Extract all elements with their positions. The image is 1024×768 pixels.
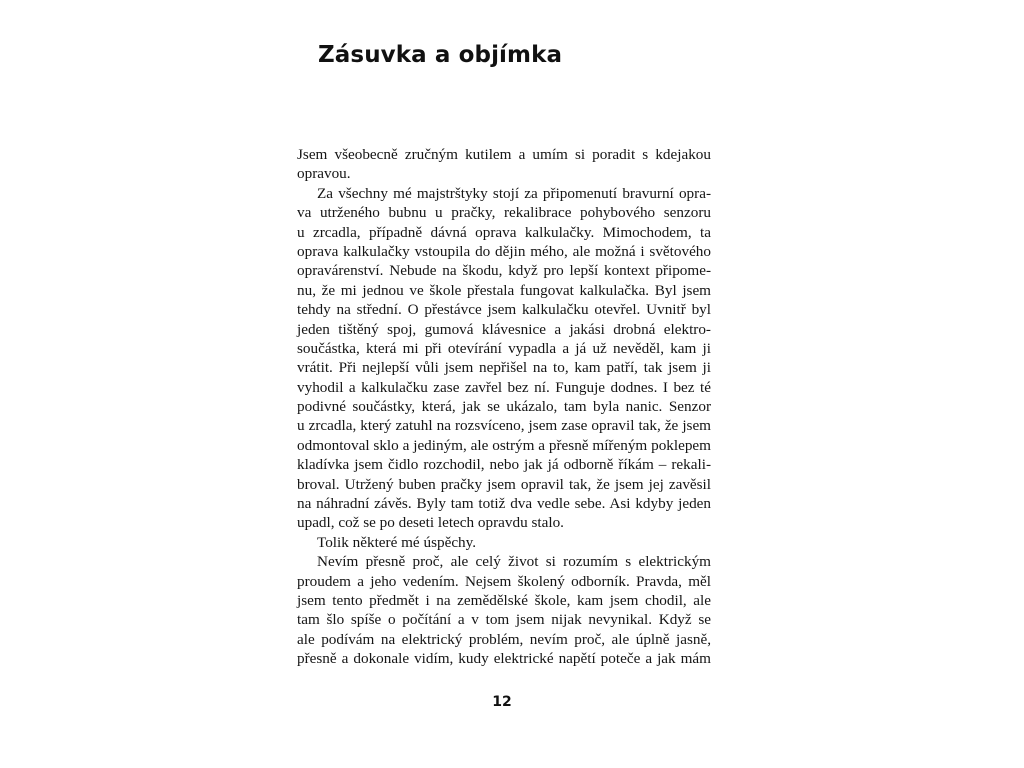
text-line: odmontoval sklo a jediným, ale ostrým a přesně mířeným poklepem	[297, 436, 711, 454]
text-line: podivné součástky, která, jak se ukázalo, tam byla nanic. Senzor	[297, 398, 711, 416]
page-number: 12	[492, 694, 512, 710]
text-line: nu, že mi jednou ve škole přestala fungovat kalkulačka. Byl jsem	[297, 281, 711, 299]
text-line: vrátit. Při nejlepší vůli jsem nepřišel na to, kam patří, tak jsem ji	[297, 359, 711, 377]
text-line: proudem a jeho vedením. Nejsem školený odborník. Pravda, měl	[297, 572, 711, 590]
text-line: u zrcadla, který zatuhl na rozsvíceno, jsem zase opravil tak, že jsem	[297, 417, 711, 435]
text-line: vyhodil a kalkulačku zase zavřel bez ní. Funguje dodnes. I bez té	[297, 378, 711, 396]
text-line: broval. Utržený buben pračky jsem opravil tak, že jsem jej zavěsil	[297, 475, 711, 493]
text-line: u zrcadla, případně dávná oprava kalkulačky. Mimochodem, ta	[297, 223, 711, 241]
chapter-title: Zásuvka a objímka	[318, 42, 563, 68]
text-line: ale podívám na elektrický problém, nevím proč, ale úplně jasně,	[297, 630, 711, 648]
text-line: jeden tištěný spoj, gumová klávesnice a jakási drobná elektro-	[297, 320, 711, 338]
text-line: opravou.	[297, 165, 351, 183]
text-line: tehdy na střední. O přestávce jsem kalkulačku otevřel. Uvnitř byl	[297, 301, 711, 319]
text-line: Jsem všeobecně zručným kutilem a umím si poradit s kdejakou	[297, 146, 711, 163]
text-line: Nevím přesně proč, ale celý život si rozumím s elektrickým	[317, 553, 711, 571]
body-text	[297, 145, 711, 669]
text-line: tam šlo spíše o počítání a v tom jsem nijak nevynikal. Když se	[297, 611, 711, 629]
text-line: přesně a dokonale vidím, kudy elektrické napětí poteče a jak mám	[297, 650, 711, 668]
text-line: opravárenství. Nebude na škodu, když pro lepší kontext připome-	[297, 262, 711, 280]
text-line: upadl, což se po deseti letech opravdu stalo.	[297, 514, 564, 532]
text-line: kladívka jsem čidlo rozchodil, nebo jak já odborně říkám – rekali-	[297, 456, 711, 474]
text-line: Za všechny mé majstrštyky stojí za připomenutí bravurní opra-	[317, 184, 711, 202]
text-line: oprava kalkulačky vstoupila do dějin mého, ale možná i světového	[297, 242, 711, 260]
text-line: Tolik některé mé úspěchy.	[317, 533, 477, 551]
text-line: součástka, která mi při otevírání vypadla a já už nevěděl, kam ji	[297, 339, 711, 357]
text-line: va utrženého bubnu u pračky, rekalibrace pohybového senzoru	[297, 204, 711, 222]
text-line: na náhradní závěs. Byly tam totiž dva vedle sebe. Asi kdyby jeden	[297, 495, 711, 513]
text-line: jsem tento předmět i na zemědělské škole, kam jsem chodil, ale	[297, 591, 711, 609]
